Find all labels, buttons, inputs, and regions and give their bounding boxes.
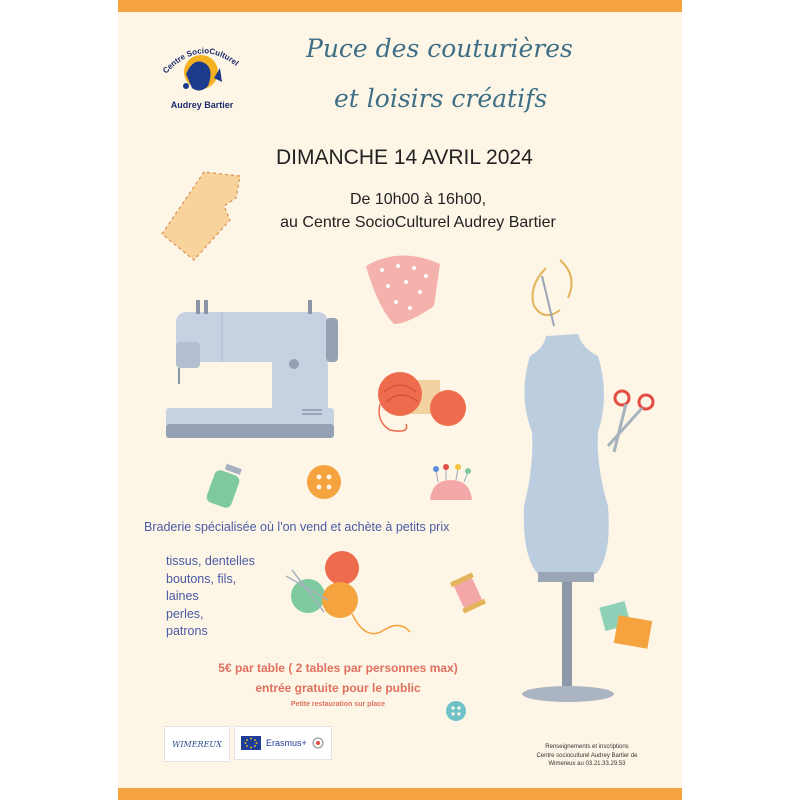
seal-icon	[312, 737, 324, 749]
pink-spool-icon	[450, 570, 490, 616]
erasmus-logo-text: Erasmus+	[266, 738, 307, 748]
logo	[156, 38, 246, 118]
braderie-text: Braderie spécialisée où l'on vend et achète à petits prix	[144, 520, 450, 534]
thread-spool-icon	[204, 458, 244, 518]
wimereux-logo	[164, 726, 230, 762]
list-item: patrons	[166, 624, 208, 638]
logo-name: Audrey Bartier	[170, 100, 234, 110]
title-line-2: et loisirs créatifs	[334, 84, 548, 113]
button-icon	[304, 462, 344, 502]
fabric-swatch-icon	[598, 600, 658, 654]
items-list	[166, 553, 255, 641]
svg-text:Centre SocioCulturel: Centre SocioCulturel	[161, 46, 241, 76]
pricing-tables: 5€ par table ( 2 tables par personnes max)	[218, 661, 458, 675]
top-band	[118, 0, 682, 12]
event-hours: De 10h00 à 16h00,	[349, 191, 487, 208]
list-item: laines	[166, 589, 199, 603]
contact-line-3: Wimereux au 03.21.33.29.53	[548, 761, 626, 767]
contact-info	[512, 743, 662, 769]
pricing-entry: entrée gratuite pour le public	[255, 681, 421, 695]
pattern-piece-icon	[154, 164, 250, 264]
yarn-balls-icon	[284, 550, 414, 646]
scissors-icon	[600, 380, 664, 460]
fabric-icon	[360, 246, 446, 326]
event-date: DIMANCHE 14 AVRIL 2024	[276, 146, 533, 169]
poster	[118, 0, 682, 800]
eu-flag-icon	[241, 736, 261, 750]
list-item: perles,	[166, 606, 204, 621]
wimereux-logo-text: WIMEREUX	[172, 739, 222, 749]
bottom-band	[118, 788, 682, 800]
pin-cushion-icon	[426, 460, 476, 504]
logo-arc-text	[156, 38, 246, 78]
yarn-spool-icon	[376, 360, 472, 440]
list-item: boutons, fils,	[166, 571, 237, 586]
contact-line-2: Centre socioculturel Audrey Bartier de	[536, 752, 638, 759]
title-line-1: Puce des couturières	[306, 34, 573, 63]
small-button-icon	[444, 699, 468, 723]
event-place: au Centre SocioCulturel Audrey Bartier	[280, 214, 556, 231]
pricing-food: Petite restauration sur place	[290, 701, 386, 708]
sewing-machine-icon	[162, 298, 342, 442]
erasmus-logo	[234, 726, 332, 760]
list-item: tissus, dentelles	[166, 554, 255, 568]
contact-line-1: Renseignements et inscriptions	[545, 744, 629, 750]
